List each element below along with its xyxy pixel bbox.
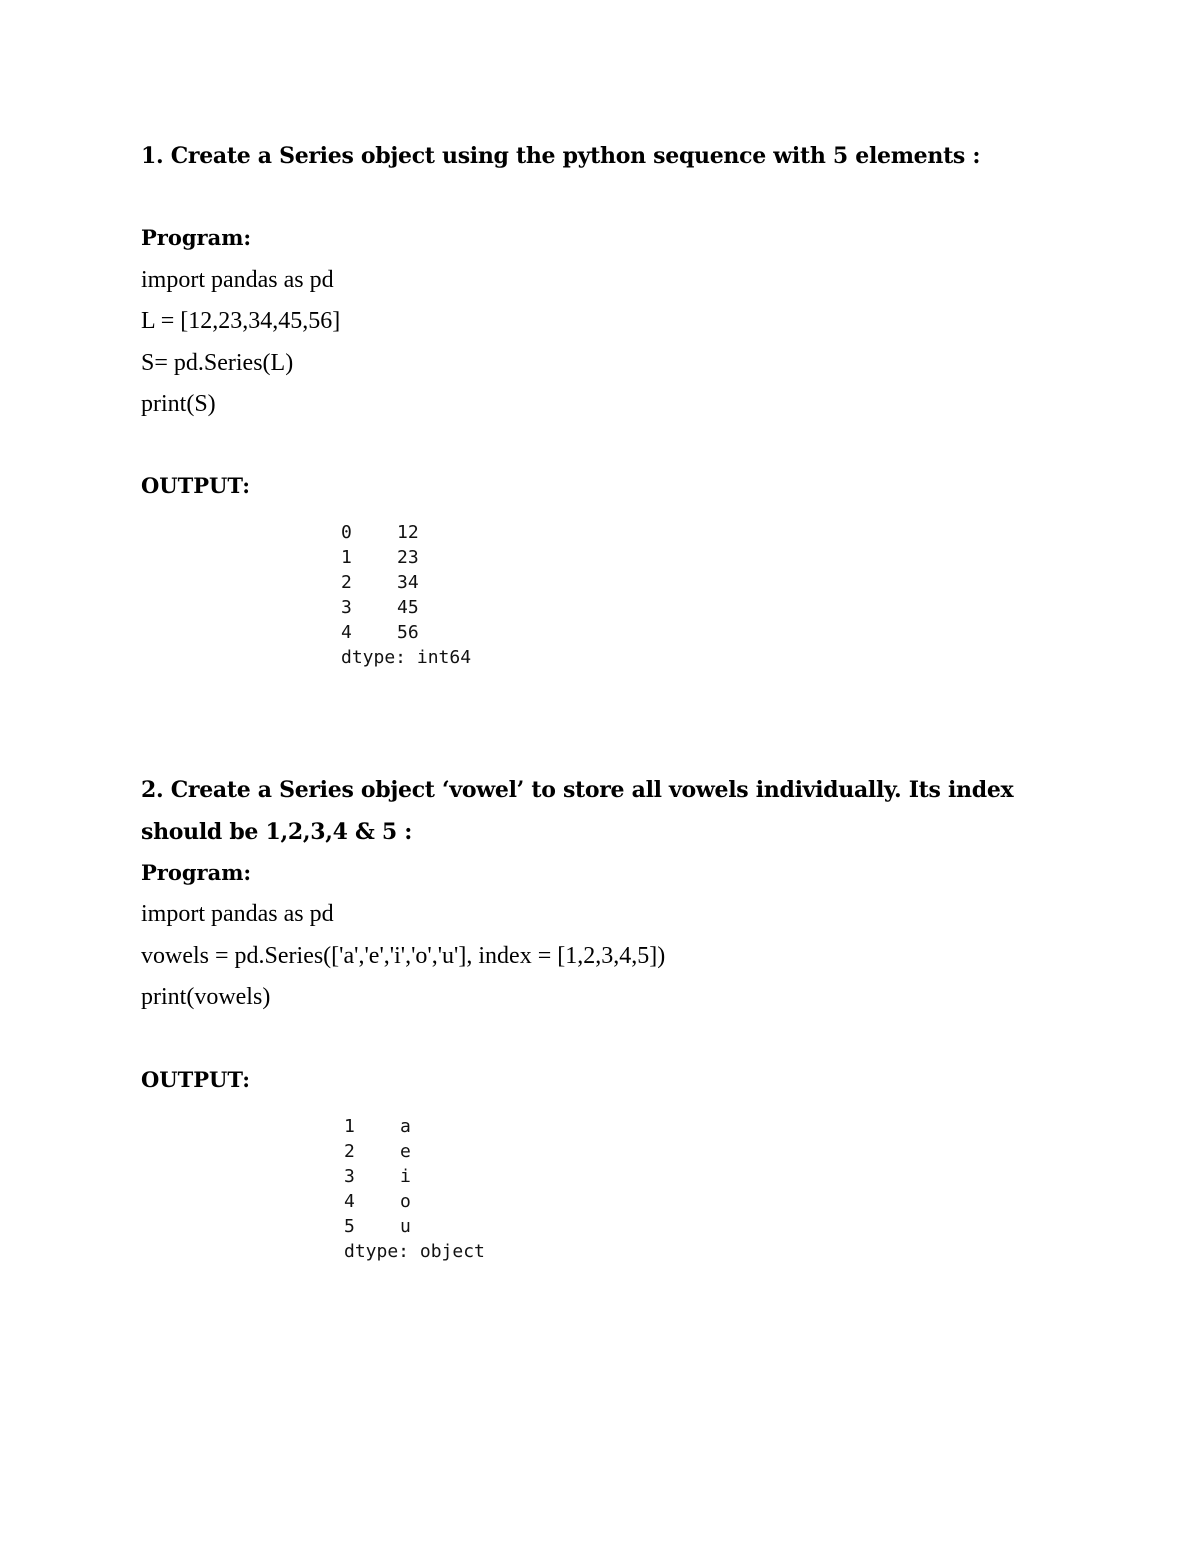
output-value: 12: [397, 522, 419, 543]
section2-program-label: Program:: [141, 860, 252, 885]
section1-code-line: S= pd.Series(L): [141, 350, 294, 376]
section1-output-row: [341, 570, 419, 595]
section1-output-row: [341, 545, 419, 570]
output-index: 5: [344, 1216, 355, 1237]
section2-output-row: [344, 1139, 411, 1164]
section2-heading-line1: 2. Create a Series object ‘vowel’ to store all vowels individually. Its index: [141, 777, 1014, 803]
section2-output-row: [344, 1164, 411, 1189]
section1-heading: 1. Create a Series object using the python sequence with 5 elements :: [141, 143, 981, 169]
section2-code-line: print(vowels): [141, 984, 271, 1010]
section1-code-line: L = [12,23,34,45,56]: [141, 308, 341, 334]
section2-code-line: import pandas as pd: [141, 901, 334, 927]
output-value: a: [400, 1116, 411, 1137]
section1-program-label: Program:: [141, 225, 252, 250]
output-index: 0: [341, 522, 352, 543]
section2-output-row: [344, 1189, 411, 1214]
output-index: 3: [341, 597, 352, 618]
section1-code-line: import pandas as pd: [141, 267, 334, 293]
output-index: 4: [344, 1191, 355, 1212]
output-value: 56: [397, 622, 419, 643]
output-value: o: [400, 1191, 411, 1212]
output-value: e: [400, 1141, 411, 1162]
section2-output-label: OUTPUT:: [141, 1067, 250, 1092]
output-index: 4: [341, 622, 352, 643]
section1-dtype-line: dtype: int64: [341, 647, 472, 668]
output-value: 23: [397, 547, 419, 568]
section1-output-row: [341, 595, 419, 620]
output-value: 45: [397, 597, 419, 618]
output-index: 1: [344, 1116, 355, 1137]
section1-output-label: OUTPUT:: [141, 473, 250, 498]
output-index: 2: [344, 1141, 355, 1162]
section1-output-row: [341, 620, 419, 645]
section1-code-line: print(S): [141, 391, 216, 417]
output-value: i: [400, 1166, 411, 1187]
output-index: 3: [344, 1166, 355, 1187]
output-index: 1: [341, 547, 352, 568]
section2-output-row: [344, 1114, 411, 1139]
section2-output-row: [344, 1214, 411, 1239]
section1-output-row: [341, 520, 419, 545]
section2-code-line: vowels = pd.Series(['a','e','i','o','u'], index = [1,2,3,4,5]): [141, 943, 666, 969]
section2-heading-line2: should be 1,2,3,4 & 5 :: [141, 819, 413, 845]
output-index: 2: [341, 572, 352, 593]
output-value: 34: [397, 572, 419, 593]
output-value: u: [400, 1216, 411, 1237]
section2-dtype-line: dtype: object: [344, 1241, 485, 1262]
